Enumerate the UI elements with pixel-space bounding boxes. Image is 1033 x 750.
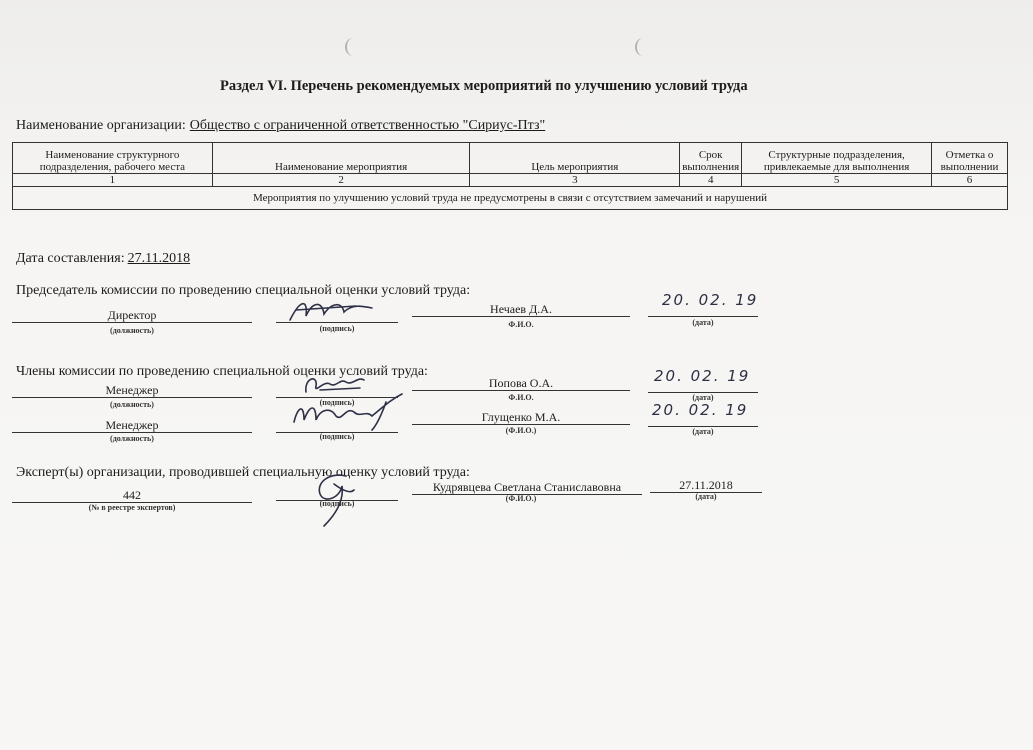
caption-date: (дата): [692, 427, 714, 436]
caption-sign: (подпись): [319, 324, 355, 333]
date-label: Дата составления:: [16, 251, 125, 266]
table-header: Отметка о выполнении: [931, 143, 1007, 174]
expert-heading: Эксперт(ы) организации, проводившей специальную оценку условий труда:: [16, 465, 470, 480]
punch-hole-mark: [635, 38, 651, 56]
punch-hole-mark: [345, 38, 361, 56]
table-header-row: [13, 143, 1008, 174]
caption-fio: Ф.И.О.: [508, 320, 534, 329]
member-name: Попова О.А.: [412, 376, 630, 391]
caption-fio: (Ф.И.О.): [505, 494, 537, 503]
compilation-date: [16, 251, 190, 267]
column-number: 5: [742, 174, 932, 187]
caption-sign: (подпись): [319, 432, 355, 441]
organization-name: Общество с ограниченной ответственностью "Сириус-Птз": [189, 118, 546, 133]
table-row: [13, 187, 1008, 210]
table-header: Наименование структурного подразделения, рабочего места: [13, 143, 213, 174]
organization-line: [16, 118, 545, 134]
caption-fio: Ф.И.О.: [508, 393, 534, 402]
expert-number: 442: [12, 488, 252, 503]
caption-date: (дата): [692, 393, 714, 402]
chair-heading: Председатель комиссии по проведению специальной оценки условий труда:: [16, 283, 471, 298]
caption-position: (должность): [110, 326, 154, 335]
table-header: Наименование мероприятия: [212, 143, 470, 174]
date-value: 27.11.2018: [127, 251, 191, 266]
table-header: Срок выполнения: [680, 143, 742, 174]
column-number: 4: [680, 174, 742, 187]
caption-position: (должность): [110, 434, 154, 443]
chair-signature-icon: [286, 296, 376, 326]
table-header: Цель мероприятия: [470, 143, 680, 174]
handwritten-date: 20. 02. 19: [654, 367, 751, 385]
handwritten-date: 20. 02. 19: [662, 291, 759, 309]
caption-date: (дата): [695, 492, 717, 501]
column-number: 1: [13, 174, 213, 187]
member-position: Менеджер: [12, 383, 252, 398]
member-position: Менеджер: [12, 418, 252, 433]
measures-table: [12, 142, 1008, 210]
caption-sign: (подпись): [319, 398, 355, 407]
column-number: 2: [212, 174, 470, 187]
caption-fio: (Ф.И.О.): [505, 426, 537, 435]
chair-name: Нечаев Д.А.: [412, 302, 630, 317]
organization-label: Наименование организации:: [16, 118, 186, 133]
expert-date: 27.11.2018: [650, 478, 762, 493]
members-heading: Члены комиссии по проведению специальной оценки условий труда:: [16, 364, 428, 379]
column-number: 3: [470, 174, 680, 187]
table-header: Структурные подразделения, привлекаемые для выполнения: [742, 143, 932, 174]
member-name: Глущенко М.А.: [412, 410, 630, 425]
table-note: Мероприятия по улучшению условий труда не предусмотрены в связи с отсутствием замечаний и нарушений: [13, 187, 1008, 210]
caption-position: (должность): [110, 400, 154, 409]
column-number: 6: [931, 174, 1007, 187]
expert-name: Кудрявцева Светлана Станиславовна: [412, 480, 642, 495]
section-title: Раздел VI. Перечень рекомендуемых мероприятий по улучшению условий труда: [220, 78, 748, 94]
chair-position: Директор: [12, 308, 252, 323]
caption-number: (№ в реестре экспертов): [88, 503, 176, 512]
handwritten-date: 20. 02. 19: [652, 401, 749, 419]
table-number-row: [13, 174, 1008, 187]
caption-sign: (подпись): [319, 499, 355, 508]
expert-signature-icon: [306, 470, 362, 530]
caption-date: (дата): [692, 318, 714, 327]
member-signature-icon: [290, 392, 410, 432]
